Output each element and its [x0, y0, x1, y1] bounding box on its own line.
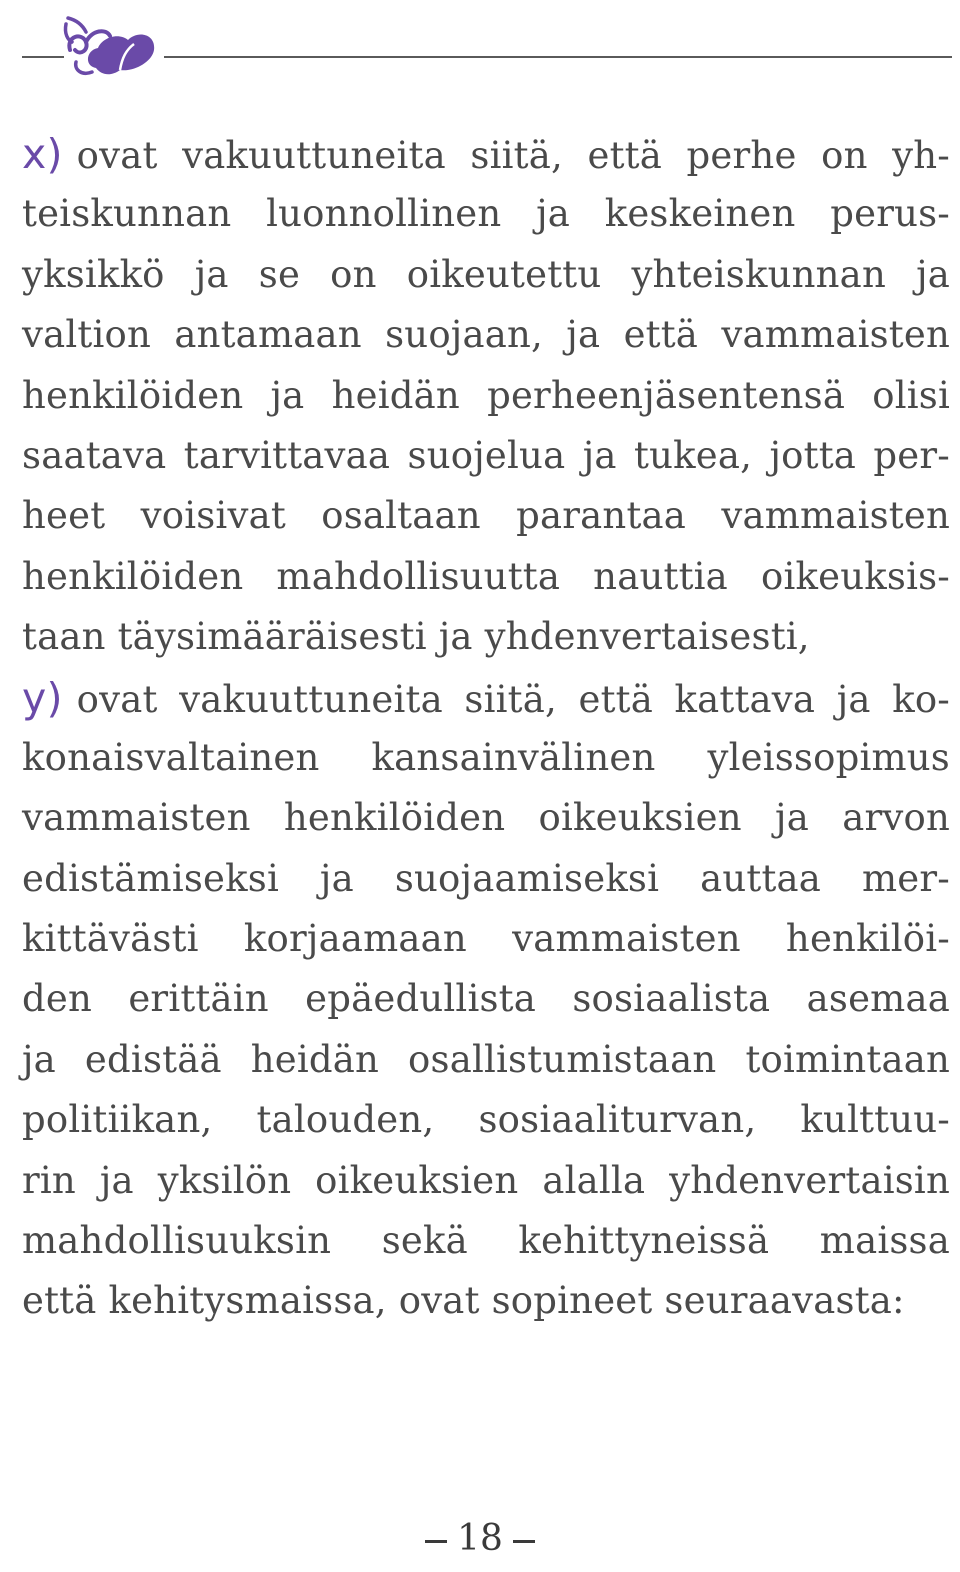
list-marker: x) — [22, 130, 63, 178]
page-footer — [0, 1518, 960, 1559]
ornament-rule-right — [164, 56, 952, 58]
list-marker: y) — [22, 673, 63, 722]
paragraph-line — [22, 668, 950, 728]
paragraph-line: että kehitysmaissa, ovat sopineet seuraavasta: — [22, 1279, 905, 1323]
paragraph-line: vammaisten henkilöiden oikeuksien ja arvon — [22, 796, 950, 840]
paragraph-line: teiskunnan luonnollinen ja keskeinen perus- — [22, 192, 950, 236]
paragraph-line: henkilöiden ja heidän perheenjäsentensä olisi — [22, 373, 950, 417]
paragraph-line: konaisvaltainen kansainvälinen yleissopimus — [22, 735, 950, 779]
paragraph-line: edistämiseksi ja suojaamiseksi auttaa mer- — [22, 856, 950, 900]
line-text: ovat vakuuttuneita siitä, että perhe on yh- — [76, 134, 950, 177]
paragraph-line: politiikan, talouden, sosiaaliturvan, kulttuu- — [22, 1098, 950, 1142]
paragraph-line: mahdollisuuksin sekä kehittyneissä maissa — [22, 1219, 950, 1263]
line-text: ovat vakuuttuneita siitä, että kattava ja ko- — [76, 677, 950, 721]
body-text — [22, 124, 950, 1332]
paragraph-line: rin ja yksilön oikeuksien alalla yhdenvertaisin — [22, 1158, 950, 1202]
paragraph-line: saatava tarvittavaa suojelua ja tukea, jotta per- — [22, 433, 950, 477]
paragraph-line: heet voisivat osaltaan parantaa vammaisten — [22, 494, 950, 538]
header-ornament — [22, 10, 952, 80]
paragraph-line: den erittäin epäedullista sosiaalista asemaa — [22, 977, 950, 1021]
leaf-swirl-icon — [62, 10, 166, 80]
paragraph-line: henkilöiden mahdollisuutta nauttia oikeuksis- — [22, 554, 950, 598]
page-number: 18 — [457, 1518, 503, 1559]
paragraph-line: ja edistää heidän osallistumistaan toimintaan — [22, 1037, 950, 1081]
paragraph-y — [22, 668, 950, 1332]
paragraph-line: taan täysimääräisesti ja yhdenvertaisesti, — [22, 615, 810, 659]
ornament-rule-left — [22, 56, 64, 58]
footer-dash-right — [513, 1540, 535, 1543]
footer-dash-left — [425, 1540, 447, 1543]
paragraph-line: valtion antamaan suojaan, ja että vammaisten — [22, 313, 950, 357]
paragraph-line: yksikkö ja se on oikeutettu yhteiskunnan ja — [22, 252, 950, 296]
paragraph-line — [22, 124, 950, 184]
paragraph-line: kittävästi korjaamaan vammaisten henkilöi- — [22, 917, 950, 961]
paragraph-x — [22, 124, 950, 668]
